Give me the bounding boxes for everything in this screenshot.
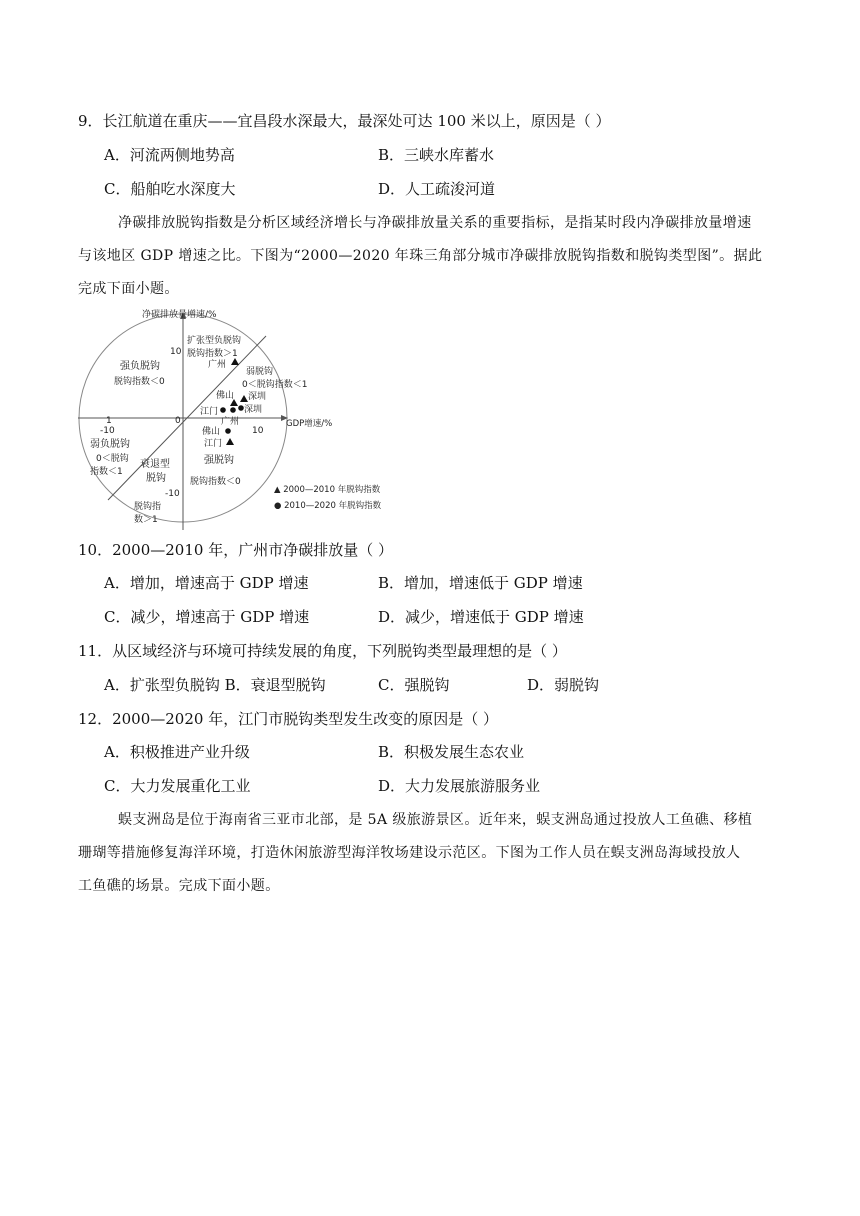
decoupling-figure [78, 306, 408, 532]
intro-paragraph-2-line-3: 工鱼礁的场景。完成下面小题。 [78, 878, 280, 894]
marker-jiangmen-2010-2020 [220, 407, 226, 413]
marker-shenzhen-2000-2010 [240, 395, 248, 402]
question-11-option-c[interactable]: C．强脱钩 [378, 676, 450, 694]
question-11-stem: 11．从区域经济与环境可持续发展的角度，下列脱钩类型最理想的是（ ） [78, 642, 567, 660]
region-strong-line-1: 强脱钩 [204, 455, 234, 466]
x-axis-label: GDP增速/% [286, 419, 333, 429]
tick-x-pos: 10 [252, 426, 264, 436]
question-11-option-d[interactable]: D．弱脱钩 [527, 676, 600, 694]
question-9-option-b[interactable]: B．三峡水库蓄水 [378, 146, 495, 164]
question-12-stem: 12．2000—2020 年，江门市脱钩类型发生改变的原因是（ ） [78, 710, 498, 728]
tick-origin: 0 [175, 416, 181, 426]
region-strong-negative-line-1: 强负脱钩 [120, 361, 160, 372]
city-label-guangzhou-dot: 广州 [221, 417, 240, 427]
region-weak-negative-line-3: 指数＜1 [90, 467, 123, 477]
region-weak-negative-line-2: 0＜脱钩 [96, 454, 129, 464]
legend-2010-2020: ● 2010—2020 年脱钩指数 [274, 501, 382, 511]
question-9-option-a[interactable]: A．河流两侧地势高 [104, 146, 235, 164]
question-12-option-b[interactable]: B．积极发展生态农业 [378, 743, 525, 761]
marker-jiangmen-2000-2010 [226, 438, 234, 445]
tick-x-neg-top: 1 [106, 416, 112, 426]
intro-paragraph-1-line-1: 净碳排放脱钩指数是分析区域经济增长与净碳排放量关系的重要指标，是指某时段内净碳排放量增速 [118, 215, 752, 231]
region-weak-negative-line-1: 弱负脱钩 [90, 439, 130, 450]
question-10-stem: 10．2000—2010 年，广州市净碳排放量（ ） [78, 541, 393, 559]
intro-paragraph-1-line-3: 完成下面小题。 [78, 281, 179, 297]
city-label-shenzhen-tri: 深圳 [248, 392, 267, 402]
city-label-jiangmen-dot: 江门 [200, 407, 219, 417]
question-10-option-c[interactable]: C．减少，增速高于 GDP 增速 [104, 608, 310, 626]
region-recessive-index-line-1: 脱钩指 [134, 502, 162, 512]
region-expansive-negative-line-1: 扩张型负脱钩 [187, 336, 242, 346]
marker-shenzhen-2010-2020 [238, 405, 244, 411]
intro-paragraph-1-line-2: 与该地区 GDP 增速之比。下图为“2000—2020 年珠三角部分城市净碳排放脱钩指数和脱钩类型图”。据此 [78, 248, 763, 264]
region-recessive-line-2: 脱钩 [146, 473, 166, 484]
city-label-jiangmen-tri: 江门 [204, 439, 223, 449]
tick-y-neg: -10 [165, 489, 180, 499]
intro-paragraph-2-line-1: 蜈支洲岛是位于海南省三亚市北部，是 5A 级旅游景区。近年来，蜈支洲岛通过投放人工鱼礁、移植 [118, 812, 753, 828]
question-10-option-d[interactable]: D．减少，增速低于 GDP 增速 [378, 608, 584, 626]
marker-foshan-2010-2020 [225, 428, 231, 434]
intro-paragraph-2-line-2: 珊瑚等措施修复海洋环境，打造休闲旅游型海洋牧场建设示范区。下图为工作人员在蜈支洲岛海域投放人 [78, 845, 741, 861]
region-recessive-index-line-2: 数＞1 [134, 515, 158, 525]
question-9-option-d[interactable]: D．人工疏浚河道 [378, 180, 496, 198]
region-weak-line-1: 弱脱钩 [246, 367, 274, 377]
marker-guangzhou-2010-2020 [230, 407, 236, 413]
city-label-foshan-tri: 佛山 [216, 391, 235, 401]
question-10-option-a[interactable]: A．增加，增速高于 GDP 增速 [104, 574, 309, 592]
tick-x-neg: -10 [100, 426, 115, 436]
region-weak-line-2: 0＜脱钩指数＜1 [242, 380, 308, 390]
question-9-option-c[interactable]: C．船舶吃水深度大 [104, 180, 236, 198]
marker-guangzhou-2000-2010 [231, 358, 239, 365]
city-label-guangzhou-tri: 广州 [208, 360, 227, 370]
question-12-option-c[interactable]: C．大力发展重化工业 [104, 777, 251, 795]
region-strong-line-2: 脱钩指数＜0 [190, 477, 241, 487]
region-expansive-negative-line-2: 脱钩指数＞1 [187, 349, 238, 359]
region-recessive-line-1: 衰退型 [140, 459, 170, 470]
region-strong-negative-line-2: 脱钩指数＜0 [114, 377, 165, 387]
question-11-option-a-b[interactable]: A．扩张型负脱钩 B．衰退型脱钩 [104, 676, 326, 694]
question-9-stem: 9．长江航道在重庆——宜昌段水深最大，最深处可达 100 米以上，原因是（ ） [78, 112, 611, 130]
tick-y-pos: 10 [170, 347, 182, 357]
question-12-option-d[interactable]: D．大力发展旅游服务业 [378, 777, 541, 795]
y-axis-label: 净碳排放量增速/% [142, 310, 217, 320]
city-label-foshan-dot: 佛山 [202, 427, 221, 437]
city-label-shenzhen-dot: 深圳 [244, 405, 263, 415]
question-12-option-a[interactable]: A．积极推进产业升级 [104, 743, 250, 761]
legend-2000-2010: ▲ 2000—2010 年脱钩指数 [274, 485, 381, 495]
question-10-option-b[interactable]: B．增加，增速低于 GDP 增速 [378, 574, 583, 592]
